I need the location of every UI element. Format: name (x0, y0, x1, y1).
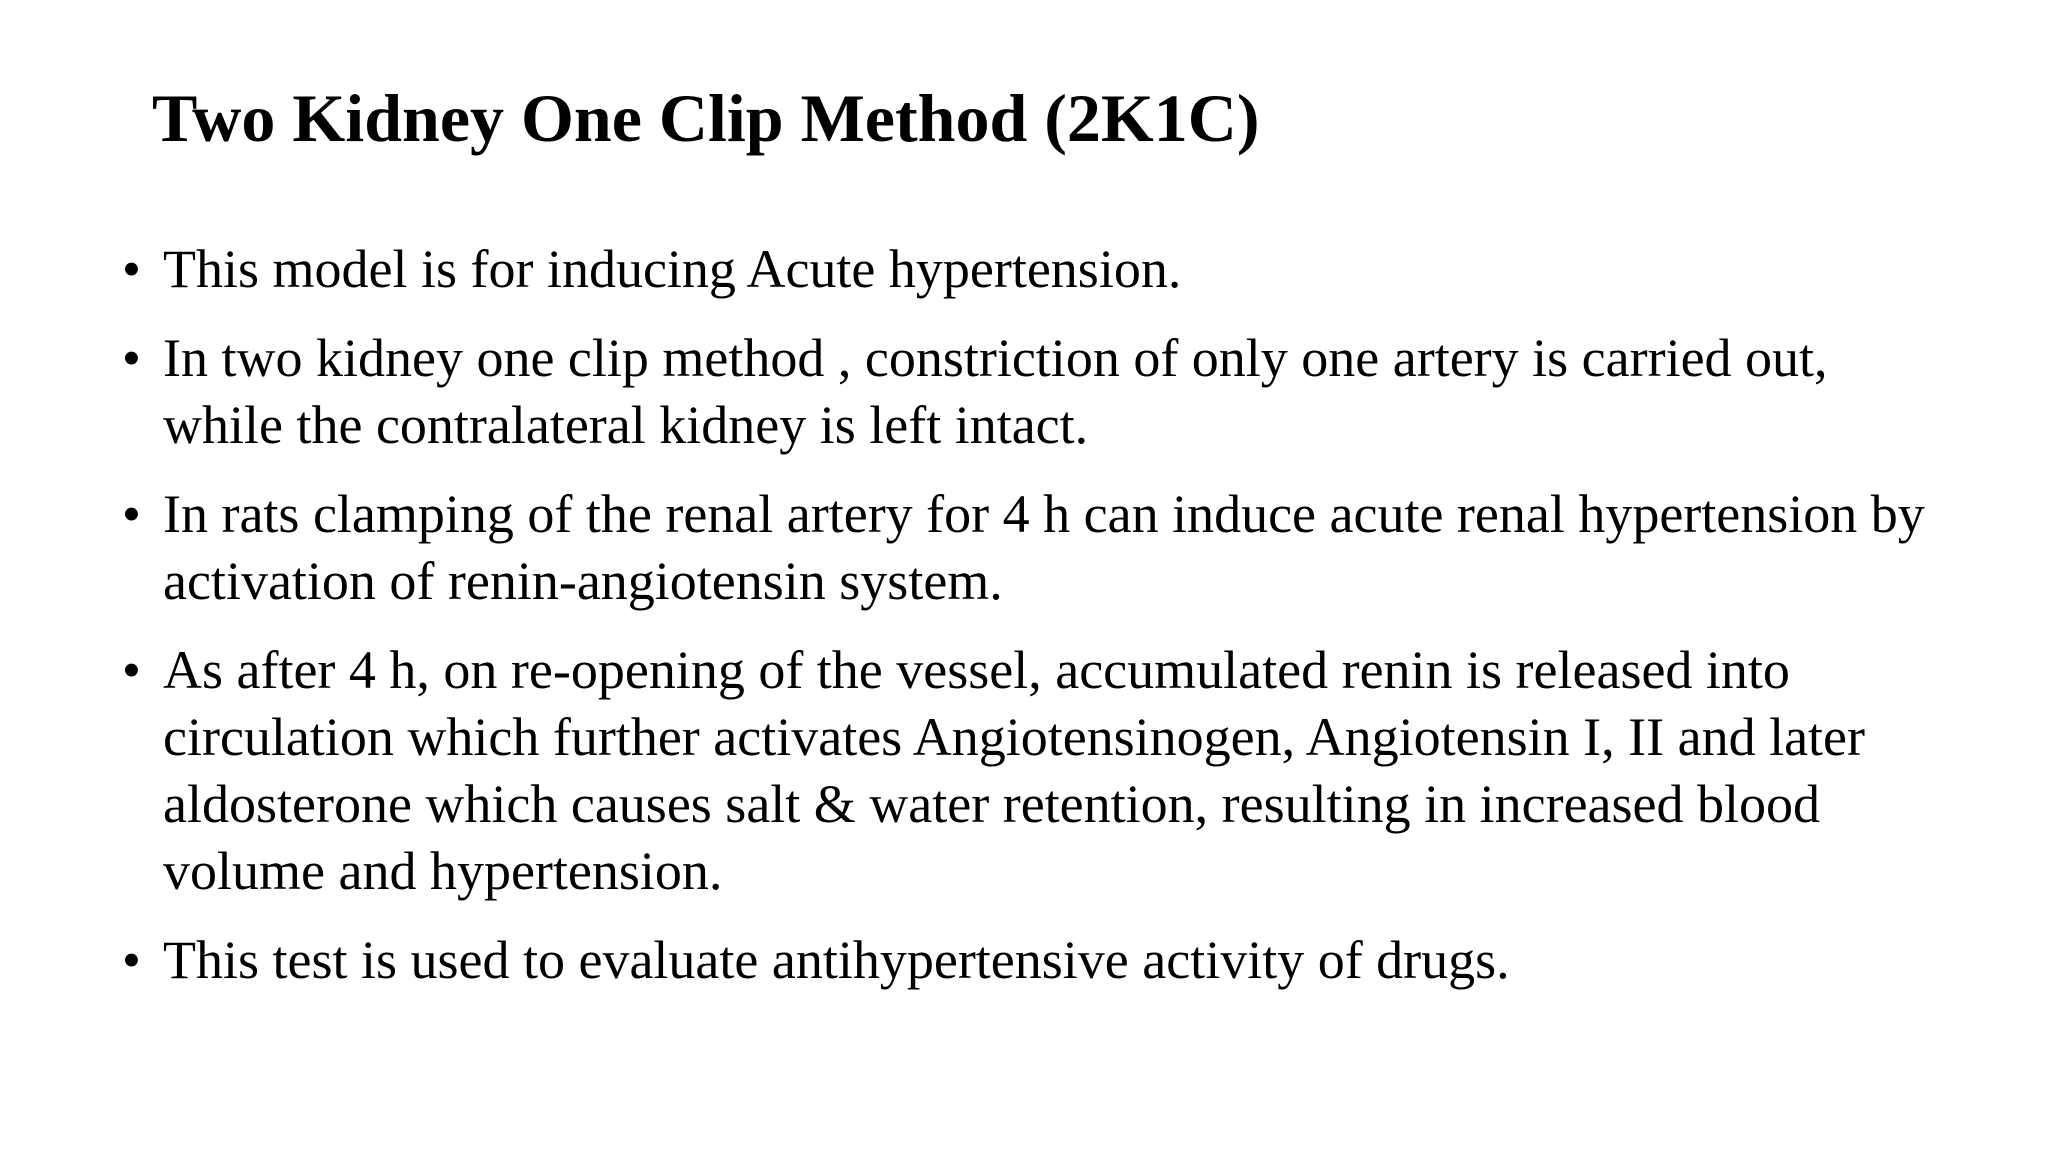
bullet-icon: • (122, 930, 141, 990)
bullet-list (118, 236, 1958, 1016)
bullet-text: As after 4 h, on re-opening of the vessel, accumulated renin is released into circulation which further activates Angiotensinogen, Angiotensin I, II and later aldosterone which causes salt & water retention, resulting in increased blood volume and hypertension. (163, 640, 1866, 901)
bullet-icon: • (122, 239, 141, 299)
list-item (118, 637, 1958, 905)
bullet-icon: • (122, 640, 141, 700)
list-item (118, 927, 1958, 994)
bullet-icon: • (122, 484, 141, 544)
slide-title: Two Kidney One Clip Method (2K1C) (152, 80, 1260, 156)
list-item (118, 481, 1958, 615)
list-item (118, 236, 1958, 303)
bullet-text: This model is for inducing Acute hypertension. (163, 239, 1182, 299)
bullet-text: In rats clamping of the renal artery for 4 h can induce acute renal hypertension by activation of renin-angiotensin system. (163, 484, 1925, 611)
list-item (118, 325, 1958, 459)
bullet-icon: • (122, 328, 141, 388)
bullet-text: This test is used to evaluate antihypertensive activity of drugs. (163, 930, 1510, 990)
bullet-text: In two kidney one clip method , constriction of only one artery is carried out, while the contralateral kidney is left intact. (163, 328, 1828, 455)
